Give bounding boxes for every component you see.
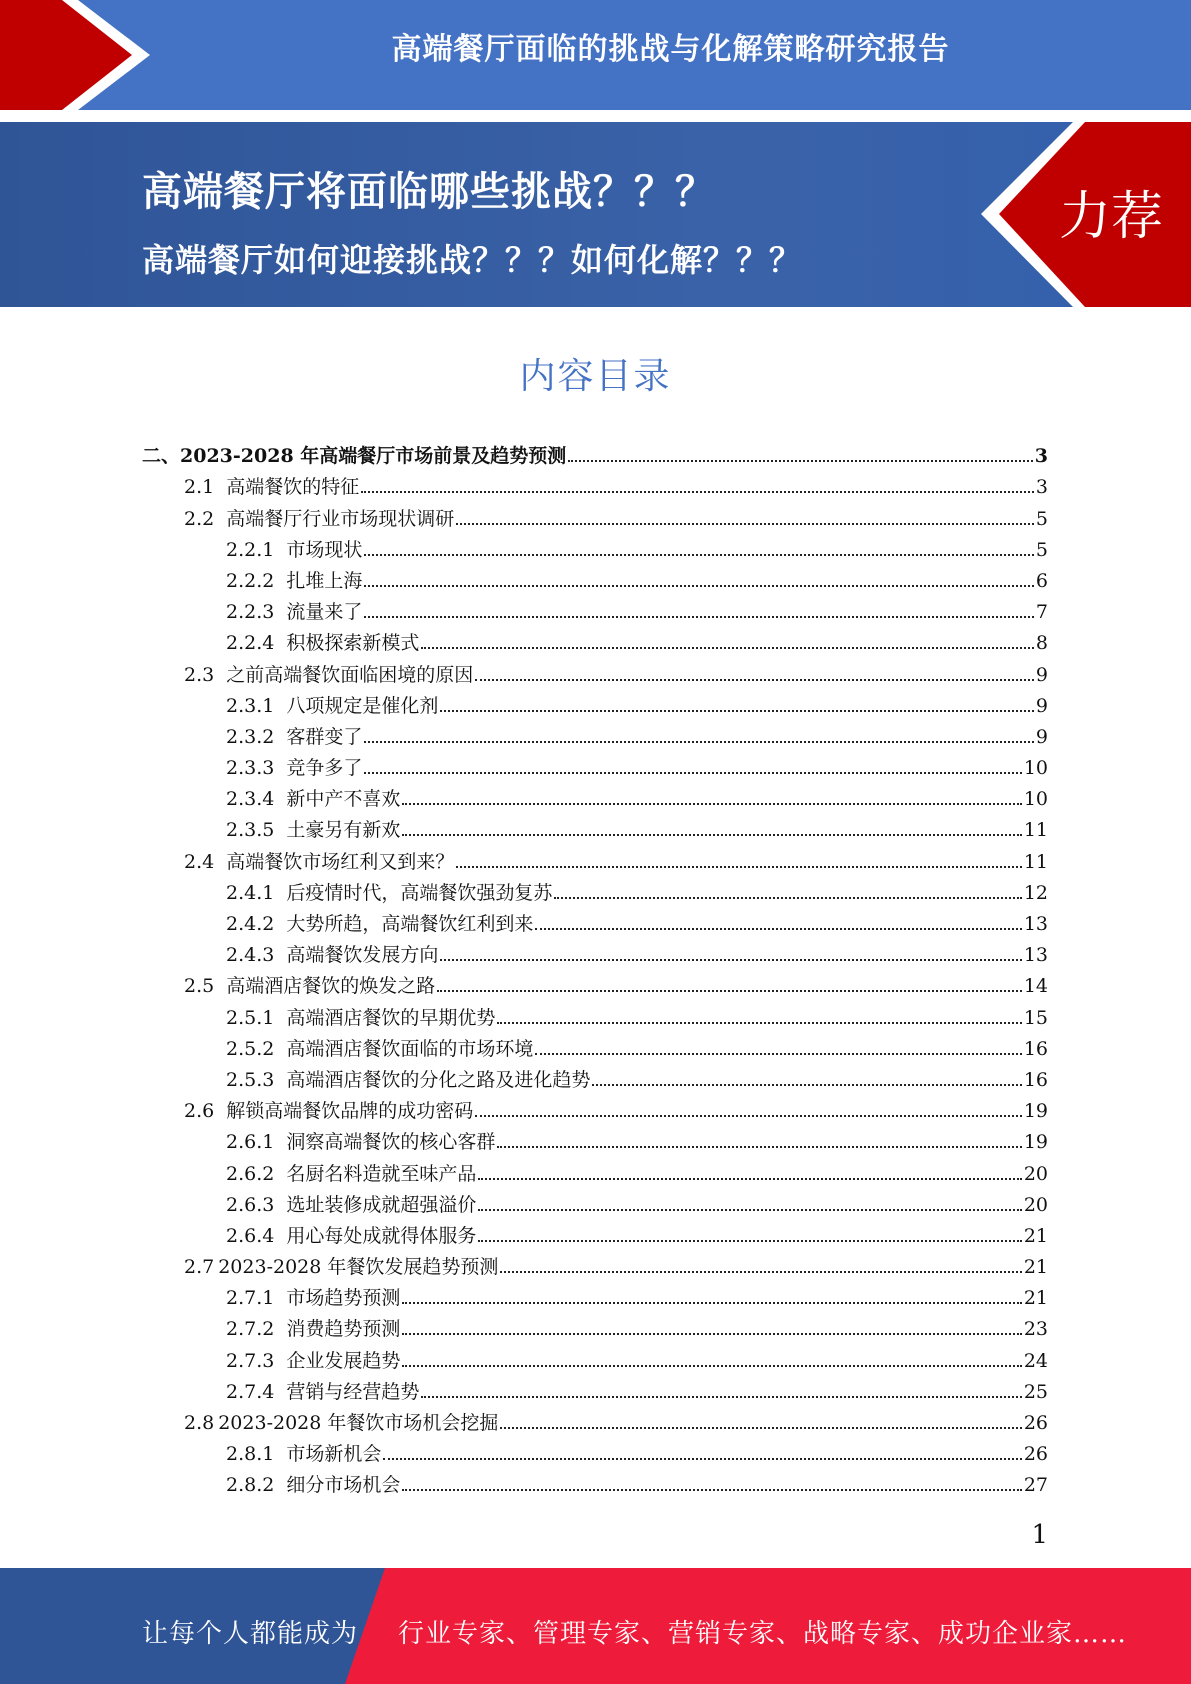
toc-leader-dots [535,928,1021,930]
toc-leader-dots [421,647,1034,649]
toc-entry-page: 21 [1023,1224,1048,1247]
toc-entry-page: 25 [1023,1380,1048,1403]
toc-leader-dots [478,1209,1021,1211]
toc-entry-page: 26 [1023,1443,1048,1466]
toc-entry-label: 市场新机会 [286,1443,382,1466]
toc-entry-number: 2.4.2 [226,913,275,935]
toc-entry-label: 竞争多了 [286,757,363,780]
toc-entry-number: 2.2.4 [226,632,275,655]
toc-entry-page: 8 [1035,632,1048,655]
toc-entry-page: 20 [1023,1162,1048,1185]
table-of-contents [142,436,1048,1496]
toc-entry-label: 用心每处成就得体服务 [286,1224,477,1247]
toc-entry-number: 2.5.3 [226,1068,275,1091]
toc-entry-number: 2.3.3 [226,757,275,780]
toc-entry-number: 2.7.2 [226,1318,275,1341]
toc-entry-label: 高端餐饮发展方向 [286,944,439,967]
recommend-badge: 力荐 [1058,187,1163,247]
toc-entry[interactable] [142,1372,1048,1403]
toc-entry-number: 2.4 [184,850,215,873]
toc-entry-label: 高端酒店餐饮的焕发之路 [226,975,436,998]
toc-entry-number: 2.5.1 [226,1006,275,1029]
toc-entry-page: 13 [1023,913,1048,935]
toc-entry-number: 2.7.3 [226,1349,275,1372]
toc-entry-label: 市场现状 [286,538,363,561]
toc-entry-label: 高端餐饮的特征 [226,476,360,499]
toc-entry-number: 2.2.2 [226,569,275,592]
toc-entry-page: 11 [1023,850,1048,873]
toc-entry-page: 5 [1035,507,1048,530]
toc-leader-dots [402,1489,1021,1491]
toc-leader-dots [364,741,1034,743]
toc-leader-dots [478,1240,1021,1242]
toc-entry-page: 9 [1035,663,1048,686]
toc-entry-number: 2.3.2 [226,725,275,748]
toc-entry[interactable] [142,1060,1048,1091]
toc-entry-number: 2.5.2 [226,1037,275,1060]
toc-entry[interactable] [142,841,1048,872]
toc-entry-number: 2.6.4 [226,1224,275,1247]
toc-leader-dots [421,1396,1021,1398]
toc-entry-number: 二、 [142,445,181,468]
toc-entry-number: 2.4.3 [226,944,275,967]
toc-entry[interactable] [142,810,1048,841]
toc-entry-number: 2.2.3 [226,601,275,624]
toc-entry-label: 后疫情时代，高端餐饮强劲复苏 [286,881,553,904]
toc-entry-label: 解锁高端餐饮品牌的成功密码 [226,1100,474,1123]
toc-entry[interactable] [142,904,1048,935]
toc-entry-label: 积极探索新模式 [286,632,420,655]
toc-entry-label: 新中产不喜欢 [286,788,401,811]
toc-entry-page: 11 [1023,819,1048,842]
hero-banner [0,122,1191,307]
toc-entry-page: 13 [1023,944,1048,967]
toc-entry-label: 高端餐饮市场红利又到来？ [226,850,455,873]
toc-entry-page: 10 [1023,757,1048,780]
toc-entry-label: 企业发展趋势 [286,1349,401,1372]
toc-entry[interactable] [142,592,1048,623]
toc-entry[interactable] [142,1216,1048,1247]
toc-entry-page: 12 [1023,881,1048,904]
toc-entry[interactable] [142,1153,1048,1184]
toc-leader-dots [554,897,1021,899]
toc-entry[interactable] [142,1185,1048,1216]
toc-leader-dots [402,1365,1021,1367]
toc-entry-page: 9 [1035,694,1048,717]
headline-question-2: 高端餐厅如何迎接挑战？？？如何化解？？？ [142,241,803,279]
toc-title: 内容目录 [519,356,672,397]
toc-entry-number: 2.8.1 [226,1443,275,1466]
toc-entry-number: 2.7.4 [226,1380,275,1403]
toc-entry-number: 2.2.1 [226,538,275,561]
toc-entry-page: 20 [1023,1193,1048,1216]
toc-entry-page: 23 [1023,1318,1048,1341]
toc-entry-page: 27 [1023,1474,1048,1497]
toc-entry-page: 15 [1023,1006,1048,1029]
toc-entry-page: 21 [1023,1287,1048,1310]
toc-entry[interactable] [142,467,1048,498]
toc-entry[interactable] [142,1434,1048,1465]
toc-entry[interactable] [142,1122,1048,1153]
toc-entry-label: 2023-2028 年餐饮发展趋势预测 [218,1256,499,1279]
toc-entry-page: 3 [1035,476,1048,499]
toc-leader-dots [500,1427,1021,1429]
toc-entry-number: 2.6.2 [226,1162,275,1185]
toc-entry-label: 洞察高端餐饮的核心客群 [286,1131,496,1154]
toc-leader-dots [383,1458,1021,1460]
toc-entry[interactable] [142,498,1048,529]
toc-entry-label: 高端酒店餐饮面临的市场环境 [286,1037,534,1060]
toc-entry-page: 10 [1023,788,1048,811]
toc-entry-number: 2.8 [184,1412,215,1434]
toc-entry-number: 2.5 [184,975,215,998]
toc-entry-label: 消费趋势预测 [286,1318,401,1341]
toc-entry-label: 大势所趋，高端餐饮红利到来 [286,913,534,935]
toc-entry-page: 5 [1035,538,1048,561]
toc-entry-number: 2.2 [184,507,215,530]
toc-entry-page: 9 [1035,725,1048,748]
toc-entry-page: 24 [1023,1349,1048,1372]
toc-entry-label: 高端酒店餐饮的早期优势 [286,1006,496,1029]
toc-entry[interactable] [142,530,1048,561]
toc-leader-dots [402,1302,1021,1304]
toc-entry[interactable] [142,997,1048,1028]
toc-entry-label: 八项规定是催化剂 [286,694,439,717]
toc-entry[interactable] [142,748,1048,779]
toc-leader-dots [364,616,1034,618]
toc-leader-dots [475,1115,1022,1117]
toc-entry[interactable] [142,966,1048,997]
toc-entry[interactable] [142,1247,1048,1278]
toc-leader-dots [402,803,1021,805]
toc-entry-page: 19 [1023,1100,1048,1123]
toc-leader-dots [402,1333,1021,1335]
toc-entry-page: 21 [1023,1256,1048,1279]
toc-entry-number: 2.6.1 [226,1131,275,1154]
toc-entry-label: 扎堆上海 [286,569,363,592]
toc-leader-dots [456,866,1022,868]
toc-entry-page: 14 [1023,975,1048,998]
toc-entry[interactable] [142,717,1048,748]
toc-leader-dots [402,834,1021,836]
toc-entry-page: 6 [1035,569,1048,592]
toc-entry-number: 2.3.5 [226,819,275,842]
toc-entry[interactable] [142,654,1048,685]
toc-entry-page: 3 [1034,445,1048,468]
toc-entry-label: 2023-2028 年餐饮市场机会挖掘 [218,1412,499,1434]
toc-entry-page: 16 [1023,1037,1048,1060]
toc-entry-number: 2.6.3 [226,1193,275,1216]
red-arrow-icon [0,0,150,110]
toc-entry-label: 流量来了 [286,601,363,624]
top-banner [0,0,1191,110]
toc-entry-page: 16 [1023,1068,1048,1091]
toc-leader-dots [497,1146,1021,1148]
toc-entry-label: 高端餐厅行业市场现状调研 [226,507,455,530]
footer-slogan-right: 行业专家、管理专家、营销专家、战略专家、成功企业家…… [398,1619,1128,1649]
toc-entry-number: 2.3.1 [226,694,275,717]
toc-leader-dots [535,1053,1021,1055]
page-number: 1 [1031,1520,1048,1550]
toc-entry-label: 选址装修成就超强溢价 [286,1193,477,1216]
toc-entry-label: 之前高端餐饮面临困境的原因 [226,663,474,686]
toc-leader-dots [440,710,1034,712]
footer-slogan-left: 让每个人都能成为 [142,1619,359,1649]
toc-leader-dots [478,1178,1021,1180]
toc-entry-number: 2.3 [184,663,215,686]
toc-entry-page: 26 [1023,1412,1048,1434]
toc-leader-dots [497,1022,1021,1024]
toc-entry-number: 2.6 [184,1100,215,1123]
toc-leader-dots [475,679,1034,681]
toc-entry-label: 市场趋势预测 [286,1287,401,1310]
toc-leader-dots [364,585,1034,587]
toc-entry[interactable] [142,873,1048,904]
toc-entry-number: 2.7 [184,1256,215,1279]
toc-entry[interactable] [142,779,1048,810]
toc-leader-dots [361,491,1034,493]
toc-entry-page: 19 [1023,1131,1048,1154]
toc-entry[interactable] [142,1278,1048,1309]
toc-entry[interactable] [142,561,1048,592]
toc-leader-dots [500,1271,1021,1273]
toc-leader-dots [592,1084,1021,1086]
toc-leader-dots [456,523,1034,525]
toc-entry-number: 2.3.4 [226,788,275,811]
toc-entry[interactable] [142,1465,1048,1496]
toc-entry[interactable] [142,436,1048,467]
toc-entry[interactable] [142,1340,1048,1371]
toc-entry-label: 细分市场机会 [286,1474,401,1497]
toc-entry-label: 高端酒店餐饮的分化之路及进化趋势 [286,1068,591,1091]
toc-entry-label: 名厨名料造就至味产品 [286,1162,477,1185]
toc-entry[interactable] [142,1029,1048,1060]
toc-entry-page: 7 [1035,601,1048,624]
toc-entry[interactable] [142,623,1048,654]
toc-entry-number: 2.4.1 [226,881,275,904]
toc-entry[interactable] [142,935,1048,966]
toc-entry-label: 土豪另有新欢 [286,819,401,842]
headline-question-1: 高端餐厅将面临哪些挑战？？？ [142,169,716,215]
toc-entry-label: 2023-2028 年高端餐厅市场前景及趋势预测 [180,445,567,468]
toc-leader-dots [440,959,1021,961]
toc-leader-dots [437,990,1022,992]
report-title: 高端餐厅面临的挑战与化解策略研究报告 [391,32,950,67]
toc-entry-label: 客群变了 [286,725,363,748]
toc-entry-number: 2.8.2 [226,1474,275,1497]
toc-entry[interactable] [142,686,1048,717]
toc-leader-dots [364,554,1034,556]
toc-entry-number: 2.7.1 [226,1287,275,1310]
toc-entry[interactable] [142,1091,1048,1122]
toc-entry[interactable] [142,1309,1048,1340]
toc-entry[interactable] [142,1403,1048,1434]
toc-entry-label: 营销与经营趋势 [286,1380,420,1403]
toc-leader-dots [568,460,1032,462]
toc-leader-dots [364,772,1021,774]
toc-entry-number: 2.1 [184,476,215,499]
